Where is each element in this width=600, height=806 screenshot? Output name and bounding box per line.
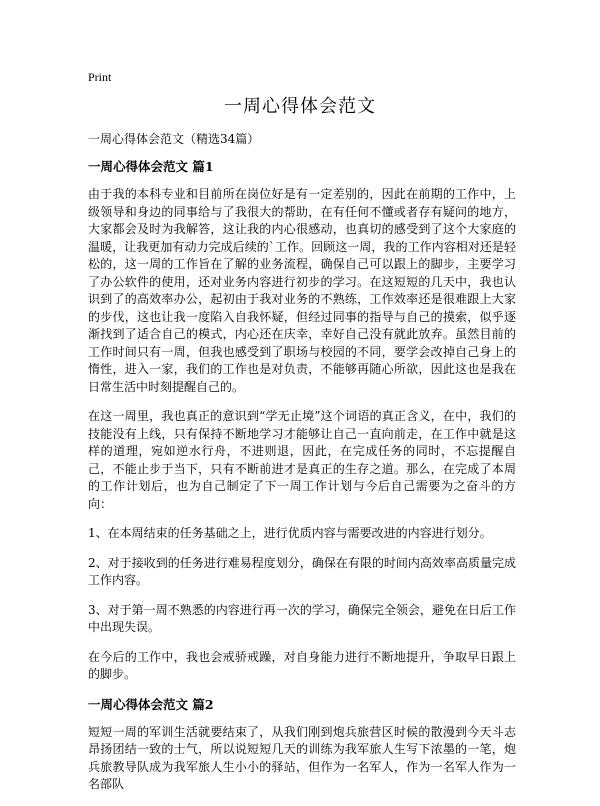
document-body <box>88 130 516 806</box>
document-subtitle: 一周心得体会范文（精选34篇） <box>88 132 260 146</box>
paragraph: 在这一周里，我也真正的意识到“学无止境”这个词语的真正含义，在中，我们的技能没有上线，只有保持不断地学习才能够让自己一直向前走，在工作中就是这样的道理，宛如逆水行舟，不进则退，因此，在完成任务的同时，不忘提醒自己，不能止步于当下，只有不断前进才是真正的生存之道。那么，在完成了本周的工作计划后，也为自己制定了下一周工作计划与今后自己需要为之奋斗的方向： <box>88 409 516 511</box>
section-heading: 一周心得体会范文 篇1 <box>88 159 214 174</box>
list-item: 3、对于第一周不熟悉的内容进行再一次的学习，确保完全领会，避免在日后工作中出现失误。 <box>88 602 516 634</box>
paragraph: 由于我的本科专业和目前所在岗位好是有一定差别的，因此在前期的工作中，上级领导和身边的同事给与了我很大的帮助，在有任何不懂或者存有疑问的地方，大家都会及时为我解答，这让我的内心很感动，也真切的感受到了这个大家庭的温暖，让我更加有动力完成后续的`工作。回顾这一周，我的工作内容相对还是轻松的，这一周的工作旨在了解的业务流程，确保自己可以跟上的脚步，主要学习了办公软件的使用，还对业务内容进行初步的学习。在这短短的几天中，我也认识到了的高效率办公，起初由于我对业务的不熟练，工作效率还是很难跟上大家的步伐，这也让我一度陷入自我怀疑，但经过同事的指导与自己的摸索，似乎逐渐找到了适合自己的模式，内心还在庆幸，幸好自己没有就此放弃。虽然目前的工作时间只有一周，但我也感受到了职场与校园的不同，要学会改掉自己身上的惰性，进入一家，我们的工作也是对负责，不能够再随心所欲，因此这也是我在日常生活中时刻提醒自己的。 <box>88 187 516 394</box>
section-1 <box>88 158 516 684</box>
list-item: 1、在本周结束的任务基础之上，进行优质内容与需要改进的内容进行划分。 <box>88 526 492 540</box>
list-item: 2、对于接收到的任务进行难易程度划分，确保在有限的时间内高效率高质量完成工作内容。 <box>88 555 516 587</box>
paragraph: 在今后的工作中，我也会戒骄戒躁，对自身能力进行不断地提升，争取早日跟上的脚步。 <box>88 649 516 681</box>
print-label: Print <box>88 70 112 84</box>
section-heading: 一周心得体会范文 篇2 <box>88 696 214 712</box>
document-title: 一周心得体会范文 <box>224 96 376 117</box>
paragraph: 短短一周的军训生活就要结束了，从我们刚到炮兵旅营区时候的散漫到今天斗志昂扬团结一致的士气，所以说短短几天的训练为我军旅人生写下浓墨的一笔，炮兵旅教导队成为我军旅人生小小的驿站，但作为一名军人，作为一名军人作为一名部队 <box>88 724 516 791</box>
section-2 <box>88 696 516 794</box>
